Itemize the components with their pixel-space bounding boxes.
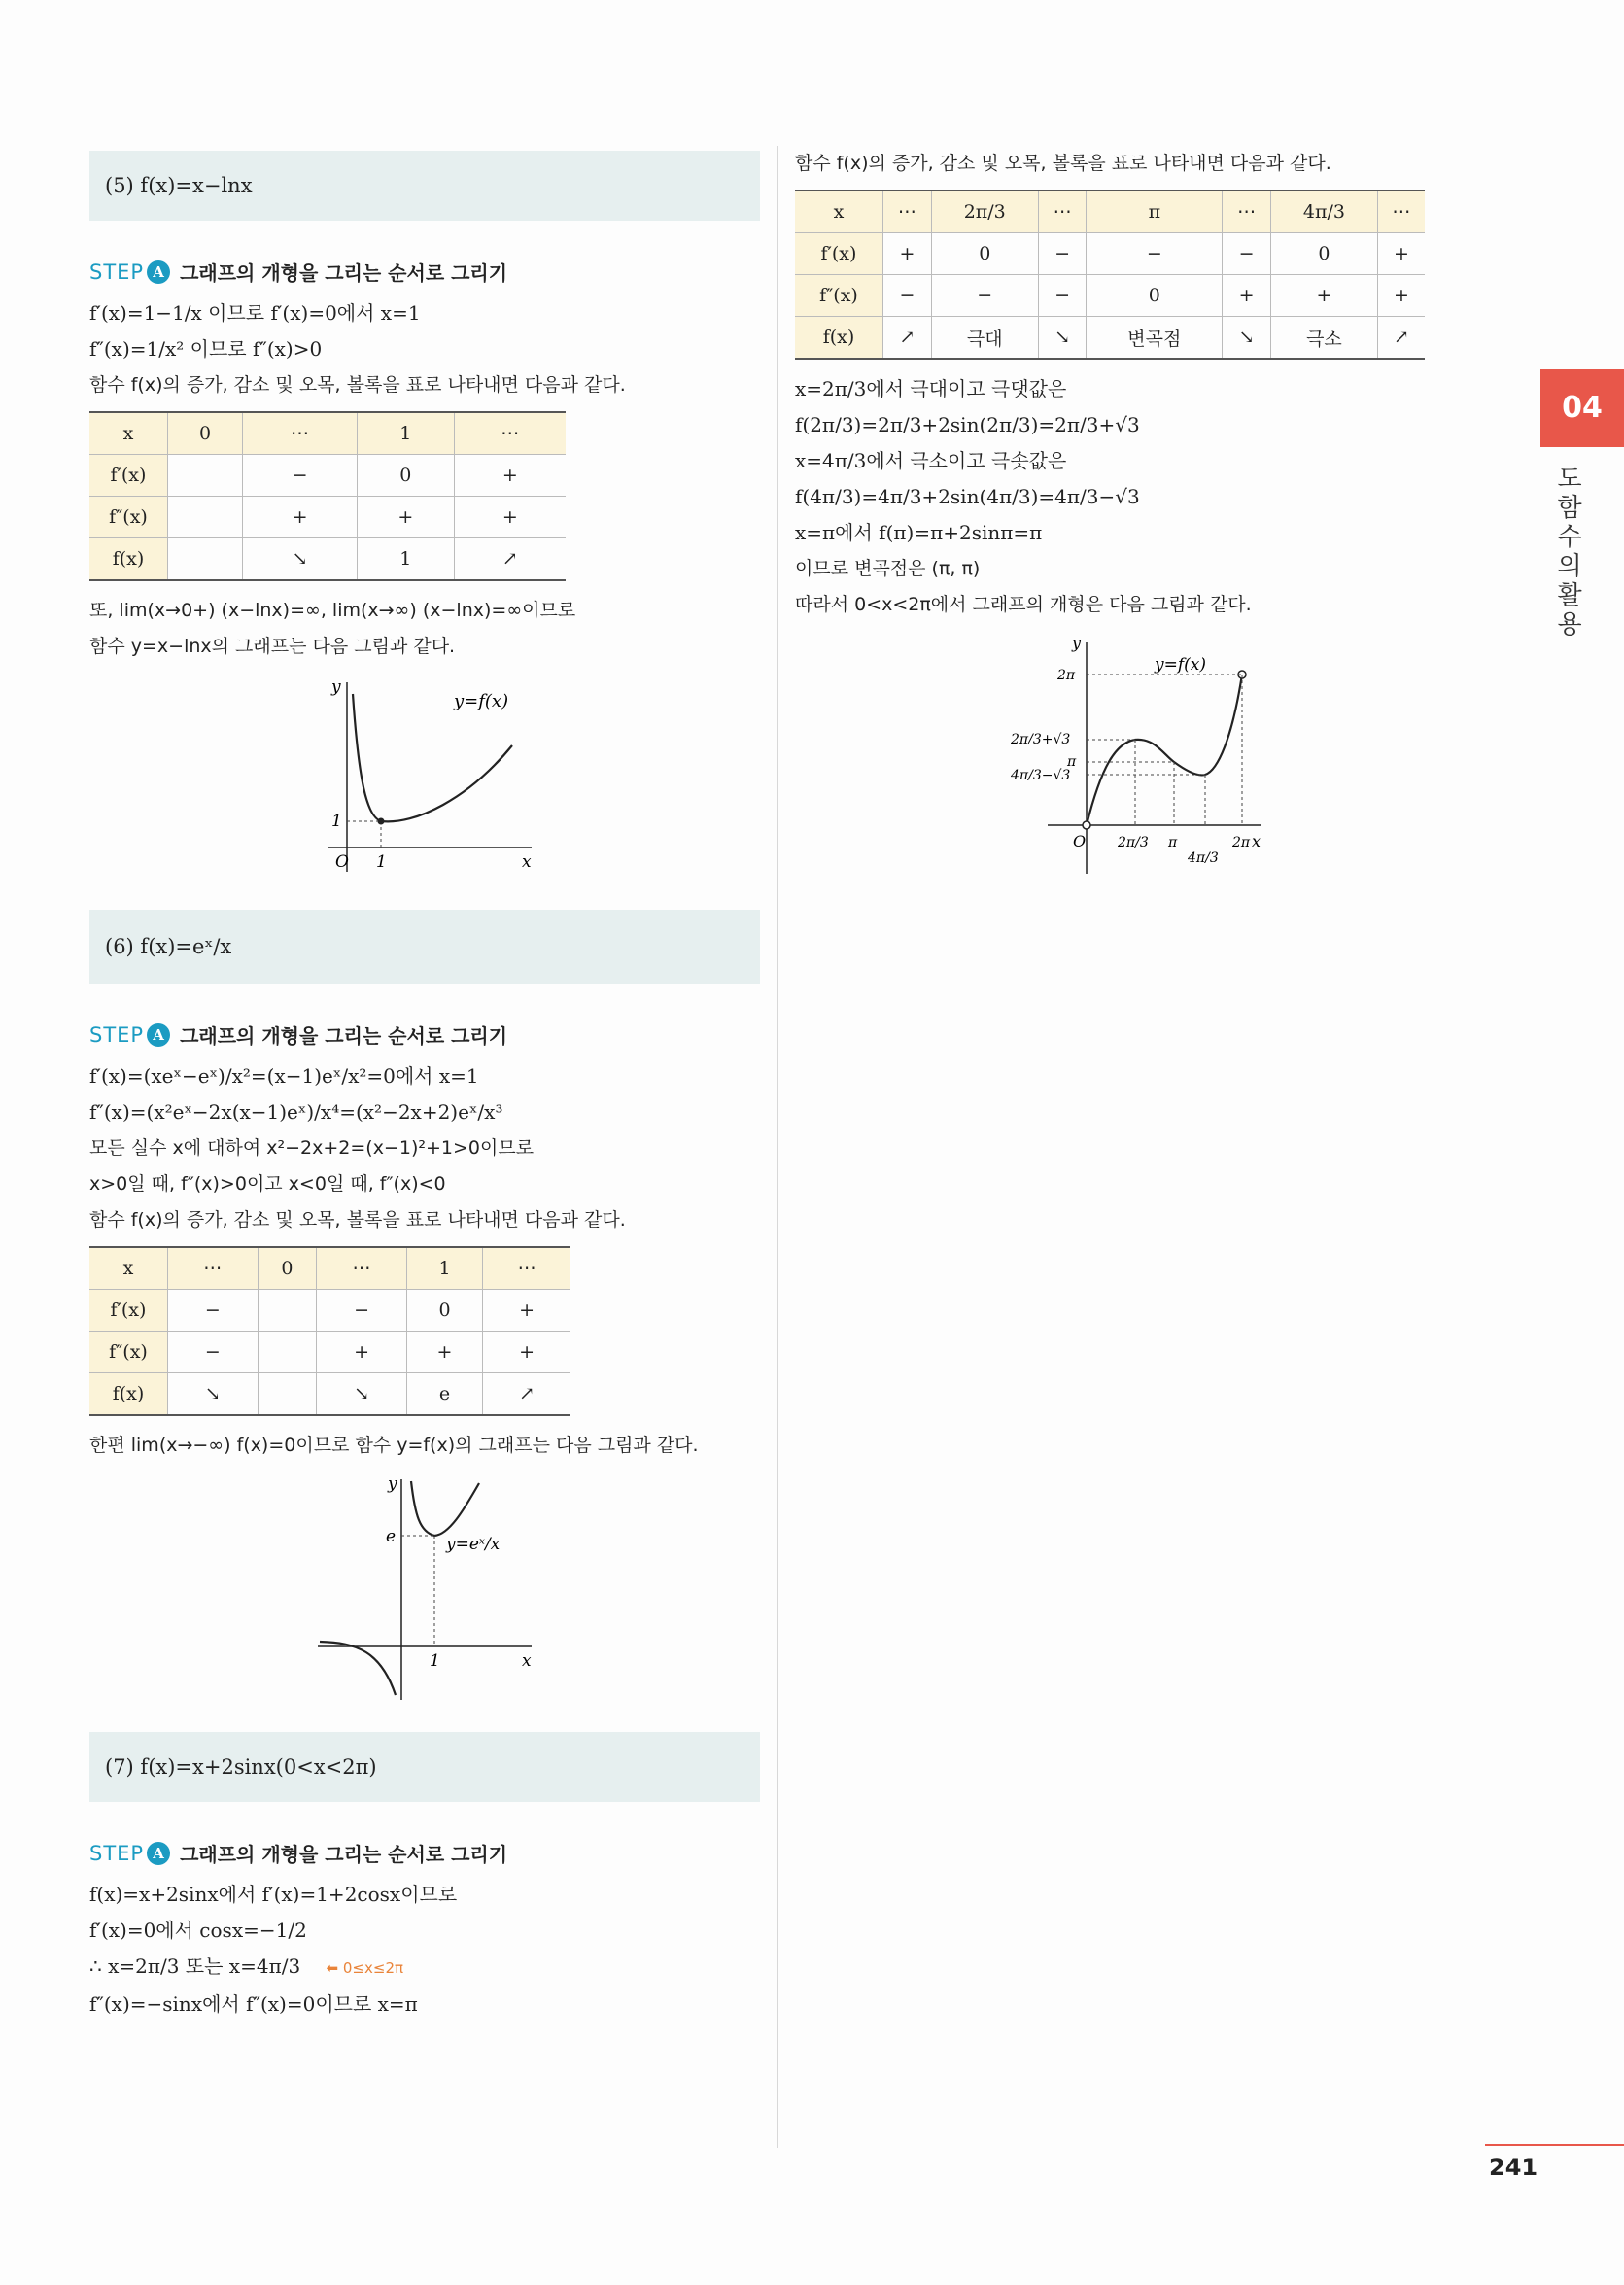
table-cell: f′(x) <box>795 233 883 275</box>
table-cell: − <box>168 1332 259 1373</box>
table-cell <box>168 497 243 538</box>
table-cell: + <box>483 1290 570 1332</box>
y-tick-label: 2π <box>1057 668 1076 683</box>
right-line-1: x=2π/3에서 극대이고 극댓값은 <box>795 377 1067 400</box>
problem-7-banner: (7) f(x)=x+2sinx(0<x<2π) <box>89 1732 760 1802</box>
table-cell: f″(x) <box>89 497 168 538</box>
table-cell: ↘ <box>168 1373 259 1416</box>
table-cell: 0 <box>1271 233 1378 275</box>
problem-6-banner: (6) f(x)=eˣ/x <box>89 910 760 984</box>
y-tick-label: e <box>386 1527 397 1546</box>
table-cell: ⋯ <box>483 1247 570 1290</box>
right-line-2: f(2π/3)=2π/3+2sin(2π/3)=2π/3+√3 <box>795 413 1140 436</box>
right-line-6: 이므로 변곡점은 (π, π) <box>795 558 981 579</box>
table-cell: f′(x) <box>89 1290 168 1332</box>
x-tick-label: 4π/3 <box>1188 850 1219 866</box>
table-cell: − <box>243 455 358 497</box>
p5-line-3: 함수 f(x)의 증가, 감소 및 오목, 볼록을 표로 나타내면 다음과 같다. <box>89 374 626 396</box>
table-cell: 극소 <box>1271 317 1378 360</box>
p5-after-1: 또, lim(x→0+) (x−lnx)=∞, lim(x→∞) (x−lnx)=∞이므로 <box>89 600 576 621</box>
y-tick-label: 4π/3−√3 <box>1011 768 1071 783</box>
curve-label: y=f(x) <box>454 691 509 711</box>
table-cell: − <box>317 1290 407 1332</box>
table-cell: ↗ <box>1377 317 1425 360</box>
table-cell: ⋯ <box>1377 190 1425 233</box>
table-cell: + <box>1271 275 1378 317</box>
p5-table <box>89 411 566 581</box>
x-tick-label: 1 <box>376 852 387 872</box>
table-cell: ⋯ <box>454 412 566 455</box>
table-cell: 0 <box>406 1290 482 1332</box>
table-cell: − <box>1087 233 1223 275</box>
x-tick-label: π <box>1168 835 1178 850</box>
table-cell: ⋯ <box>243 412 358 455</box>
column-divider <box>777 146 778 2148</box>
table-cell: 0 <box>357 455 454 497</box>
table-cell: + <box>357 497 454 538</box>
x-axis-label: x <box>1252 832 1261 850</box>
x-axis-label: x <box>522 1651 532 1671</box>
table-cell: + <box>454 455 566 497</box>
y-tick-label: 1 <box>331 812 342 831</box>
table-cell: + <box>1223 275 1271 317</box>
table-cell <box>168 538 243 581</box>
table-cell: x <box>89 1247 168 1290</box>
p5-line-1: f′(x)=1−1/x 이므로 f′(x)=0에서 x=1 <box>89 301 421 325</box>
p7-line-4: f″(x)=−sinx에서 f″(x)=0이므로 x=π <box>89 1992 418 2016</box>
y-axis-label: y <box>331 677 341 697</box>
table-cell: + <box>1377 275 1425 317</box>
step-heading <box>89 258 760 286</box>
p6-line-2: f″(x)=(x²eˣ−2x(x−1)eˣ)/x⁴=(x²−2x+2)eˣ/x³ <box>89 1100 503 1124</box>
left-column <box>89 151 760 2023</box>
table-cell: ↘ <box>1038 317 1087 360</box>
step-heading <box>89 1021 760 1049</box>
p6-after-1: 한편 lim(x→−∞) f(x)=0이므로 함수 y=f(x)의 그래프는 다음 그림과 같다. <box>89 1435 699 1456</box>
origin-label: O <box>335 852 349 872</box>
table-cell: ⋯ <box>168 1247 259 1290</box>
step-tag: STEP <box>89 260 145 284</box>
table-cell: ↗ <box>483 1373 570 1416</box>
p5-graph <box>308 673 541 877</box>
step-heading <box>89 1839 760 1867</box>
table-cell: e <box>406 1373 482 1416</box>
table-cell: − <box>1223 233 1271 275</box>
table-cell: f(x) <box>89 1373 168 1416</box>
table-cell: ↘ <box>1223 317 1271 360</box>
table-cell: 2π/3 <box>931 190 1038 233</box>
table-cell: − <box>1038 275 1087 317</box>
table-cell: 0 <box>1087 275 1223 317</box>
table-cell: π <box>1087 190 1223 233</box>
right-line-4: f(4π/3)=4π/3+2sin(4π/3)=4π/3−√3 <box>795 485 1140 508</box>
table-cell: 1 <box>406 1247 482 1290</box>
y-tick-label: π <box>1067 754 1077 770</box>
table-cell <box>168 455 243 497</box>
p5-after-2: 함수 y=x−lnx의 그래프는 다음 그림과 같다. <box>89 636 456 657</box>
table-cell: − <box>168 1290 259 1332</box>
step-badge: A <box>147 260 170 284</box>
table-cell: 0 <box>258 1247 317 1290</box>
table-cell: 변곡점 <box>1087 317 1223 360</box>
x-tick-label: 2π <box>1232 835 1251 850</box>
p7-line-3-text: ∴ x=2π/3 또는 x=4π/3 <box>89 1955 301 1978</box>
step-tag: STEP <box>89 1841 145 1865</box>
p6-line-1: f′(x)=(xeˣ−eˣ)/x²=(x−1)eˣ/x²=0에서 x=1 <box>89 1064 479 1088</box>
step-badge: A <box>147 1023 170 1047</box>
y-axis-label: y <box>388 1474 397 1494</box>
table-cell: x <box>795 190 883 233</box>
table-cell: + <box>406 1332 482 1373</box>
table-cell: + <box>883 233 932 275</box>
table-cell: − <box>883 275 932 317</box>
right-line-7: 따라서 0<x<2π에서 그래프의 개형은 다음 그림과 같다. <box>795 594 1252 615</box>
table-cell: 극대 <box>931 317 1038 360</box>
p6-table <box>89 1246 570 1416</box>
step-title: 그래프의 개형을 그리는 순서로 그리기 <box>180 1024 508 1048</box>
curve-label: y=f(x) <box>1155 655 1206 675</box>
chapter-tab[interactable]: 04 <box>1540 369 1624 447</box>
table-cell: + <box>317 1332 407 1373</box>
p6-line-3: 모든 실수 x에 대하여 x²−2x+2=(x−1)²+1>0이므로 <box>89 1137 535 1159</box>
right-line-5: x=π에서 f(π)=π+2sinπ=π <box>795 521 1043 544</box>
chapter-title: 도함수의 활용 <box>1557 465 1582 640</box>
table-cell: − <box>1038 233 1087 275</box>
table-cell: f(x) <box>89 538 168 581</box>
page-number-rule <box>1485 2144 1624 2146</box>
table-cell <box>258 1290 317 1332</box>
x-axis-label: x <box>522 852 532 872</box>
right-line-3: x=4π/3에서 극소이고 극솟값은 <box>795 449 1067 472</box>
table-cell: ⋯ <box>883 190 932 233</box>
x-tick-label: 1 <box>430 1651 440 1671</box>
p7-line-1: f(x)=x+2sinx에서 f′(x)=1+2cosx이므로 <box>89 1883 458 1906</box>
right-table <box>795 190 1425 360</box>
table-cell: f′(x) <box>89 455 168 497</box>
step-title: 그래프의 개형을 그리는 순서로 그리기 <box>180 1843 508 1866</box>
table-cell: ↘ <box>317 1373 407 1416</box>
table-cell: ↗ <box>454 538 566 581</box>
table-cell: ⋯ <box>1223 190 1271 233</box>
curve-label: y=eˣ/x <box>446 1535 501 1554</box>
table-cell: − <box>931 275 1038 317</box>
table-cell: f(x) <box>795 317 883 360</box>
table-cell: ↗ <box>883 317 932 360</box>
right-column <box>795 146 1427 891</box>
table-cell: + <box>454 497 566 538</box>
table-cell: f″(x) <box>89 1332 168 1373</box>
table-cell: + <box>1377 233 1425 275</box>
y-axis-label: y <box>1072 634 1082 652</box>
step-badge: A <box>147 1842 170 1865</box>
table-cell: ↘ <box>243 538 358 581</box>
table-cell: 4π/3 <box>1271 190 1378 233</box>
problem-5-banner: (5) f(x)=x−lnx <box>89 151 760 221</box>
p6-line-5: 함수 f(x)의 증가, 감소 및 오목, 볼록을 표로 나타내면 다음과 같다. <box>89 1209 626 1230</box>
table-cell: ⋯ <box>1038 190 1087 233</box>
step-tag: STEP <box>89 1022 145 1047</box>
right-graph <box>950 631 1271 883</box>
x-tick-label: 2π/3 <box>1118 835 1149 850</box>
origin-label: O <box>1073 832 1087 850</box>
table-cell: 0 <box>168 412 243 455</box>
p7-line-3 <box>89 1949 760 1987</box>
step-title: 그래프의 개형을 그리는 순서로 그리기 <box>180 261 508 285</box>
right-intro: 함수 f(x)의 증가, 감소 및 오목, 볼록을 표로 나타내면 다음과 같다. <box>795 153 1331 174</box>
p6-graph <box>308 1471 541 1705</box>
p7-line-2: f′(x)=0에서 cosx=−1/2 <box>89 1919 307 1942</box>
page-number: 241 <box>1489 2154 1538 2181</box>
y-tick-label: 2π/3+√3 <box>1011 732 1071 747</box>
table-cell: x <box>89 412 168 455</box>
table-cell: + <box>243 497 358 538</box>
range-note: ⬅ 0≤x≤2π <box>326 1959 404 1977</box>
table-cell <box>258 1373 317 1416</box>
table-cell: 1 <box>357 538 454 581</box>
table-cell: ⋯ <box>317 1247 407 1290</box>
table-cell: f″(x) <box>795 275 883 317</box>
p5-line-2: f″(x)=1/x² 이므로 f″(x)>0 <box>89 337 323 361</box>
p6-line-4: x>0일 때, f″(x)>0이고 x<0일 때, f″(x)<0 <box>89 1173 446 1194</box>
table-cell: + <box>483 1332 570 1373</box>
table-cell <box>258 1332 317 1373</box>
table-cell: 1 <box>357 412 454 455</box>
table-cell: 0 <box>931 233 1038 275</box>
